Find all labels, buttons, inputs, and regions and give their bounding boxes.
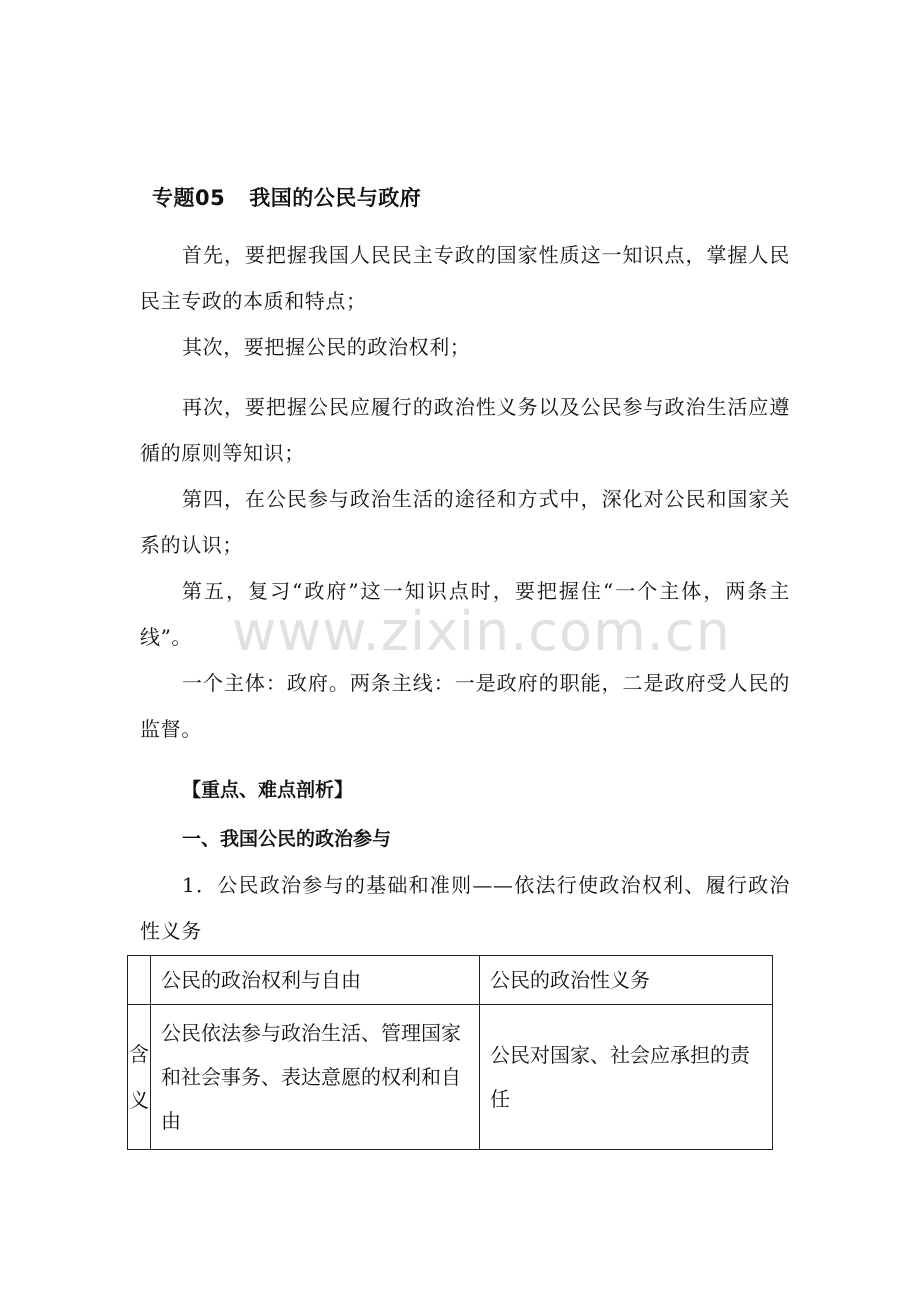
table-cell-rights: 公民依法参与政治生活、管理国家和社会事务、表达意愿的权利和自由 <box>151 1005 480 1150</box>
section-subheading: 1．公民政治参与的基础和准则——依法行使政治权利、履行政治性义务 <box>140 873 790 943</box>
intro-paragraph-6: 一个主体：政府。两条主线：一是政府的职能，二是政府受人民的监督。 <box>140 671 790 741</box>
intro-paragraph-3: 再次，要把握公民应履行的政治性义务以及公民参与政治生活应遵循的原则等知识； <box>140 395 790 465</box>
table-row <box>128 1005 773 1150</box>
intro-paragraph-1: 首先，要把握我国人民民主专政的国家性质这一知识点，掌握人民民主专政的本质和特点； <box>140 243 790 313</box>
intro-paragraph-2: 其次，要把握公民的政治权利； <box>182 335 471 359</box>
page-title <box>152 182 421 212</box>
table-header-rights: 公民的政治权利与自由 <box>151 956 480 1005</box>
intro-paragraph-4: 第四，在公民参与政治生活的途径和方式中，深化对公民和国家关系的认识； <box>140 487 790 557</box>
rights-duties-table <box>127 955 773 1150</box>
watermark: www.zixin.com.cn <box>232 600 731 663</box>
table-header-empty <box>128 956 151 1005</box>
table-cell-duties: 公民对国家、社会应承担的责任 <box>480 1005 773 1150</box>
section-heading: 一、我国公民的政治参与 <box>182 828 392 850</box>
table-row-label <box>128 1005 151 1150</box>
table-header-row <box>128 956 773 1005</box>
section-bracket-heading: 【重点、难点剖析】 <box>182 779 354 801</box>
title-text: 我国的公民与政府 <box>249 186 422 210</box>
row-label-char-1: 含 <box>129 1042 149 1066</box>
title-number: 专题05 <box>152 186 226 210</box>
intro-paragraph-5: 第五，复习“政府”这一知识点时，要把握住“一个主体，两条主线”。 <box>140 579 790 649</box>
table-header-duties: 公民的政治性义务 <box>480 956 773 1005</box>
row-label-char-2: 义 <box>129 1088 149 1112</box>
